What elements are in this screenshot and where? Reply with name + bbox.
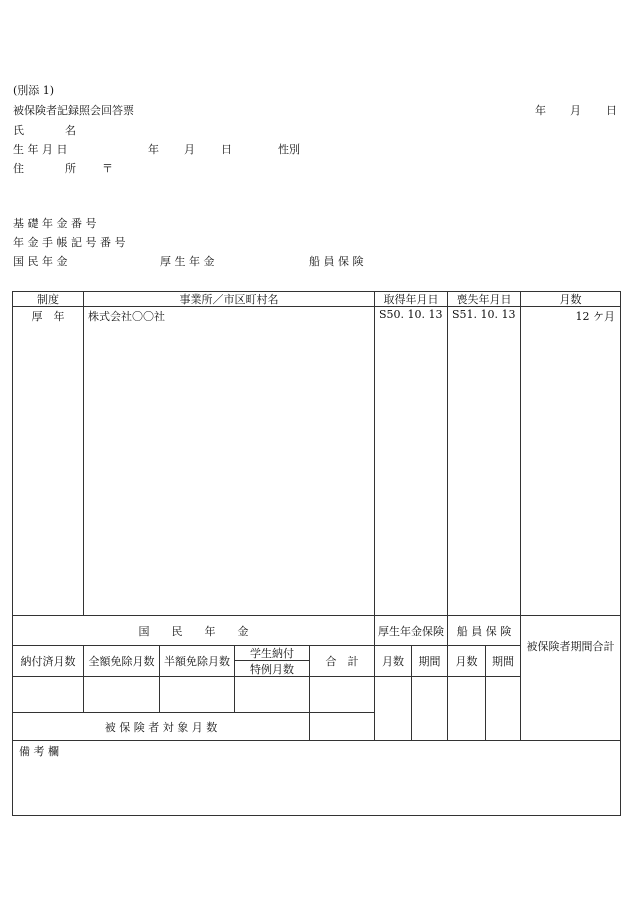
name-label-2: 名 <box>65 124 76 137</box>
half-exempt-months-header: 半額免除月数 <box>159 645 235 677</box>
birth-year: 年 <box>148 143 159 156</box>
name-label-1: 氏 <box>13 124 24 137</box>
address-label-1: 住 <box>13 162 24 175</box>
header-months: 月数 <box>520 291 621 307</box>
remarks-field: 備 考 欄 <box>12 740 621 816</box>
row-lost-date: S51. 10. 13 <box>447 306 521 616</box>
employee-period-cell <box>411 676 448 741</box>
attachment-label: (別添 1) <box>13 84 55 97</box>
date-month: 月 <box>570 104 581 117</box>
student-payment-header: 学生納付 <box>234 645 310 661</box>
special-months-header: 特例月数 <box>234 660 310 677</box>
row-acquired-date: S50. 10. 13 <box>374 306 448 616</box>
birth-label: 生 年 月 日 <box>13 143 68 156</box>
seaman-period-cell <box>485 676 521 741</box>
insured-target-months-cell <box>309 712 375 741</box>
row-months: 12 ケ月 <box>520 306 621 616</box>
date-year: 年 <box>535 104 546 117</box>
employee-pension-label: 厚 生 年 金 <box>160 255 215 268</box>
full-exempt-months-cell <box>83 676 160 713</box>
student-special-months-cell <box>234 676 310 713</box>
summary-seaman-insurance: 船 員 保 険 <box>447 615 521 646</box>
basic-pension-number-label: 基 礎 年 金 番 号 <box>13 217 97 230</box>
sex-label: 性別 <box>278 143 300 156</box>
birth-day: 日 <box>221 143 232 156</box>
header-system: 制度 <box>12 291 84 307</box>
employee-months-cell <box>374 676 412 741</box>
header-acquired-date: 取得年月日 <box>374 291 448 307</box>
summary-employee-pension: 厚生年金保険 <box>374 615 448 646</box>
address-label-2: 所 <box>65 162 76 175</box>
employee-period-header: 期間 <box>411 645 448 677</box>
employee-months-header: 月数 <box>374 645 412 677</box>
paid-months-cell <box>12 676 84 713</box>
total-header: 合 計 <box>309 645 375 677</box>
full-exempt-months-header: 全額免除月数 <box>83 645 160 677</box>
national-pension-label: 国 民 年 金 <box>13 255 68 268</box>
insured-target-months-label: 被 保 険 者 対 象 月 数 <box>12 712 310 741</box>
seaman-months-header: 月数 <box>447 645 486 677</box>
form-title: 被保険者記録照会回答票 <box>13 104 134 117</box>
row-system: 厚 年 <box>12 306 84 616</box>
seaman-months-cell <box>447 676 486 741</box>
postal-mark: 〒 <box>102 162 113 175</box>
total-cell <box>309 676 375 713</box>
seaman-period-header: 期間 <box>485 645 521 677</box>
date-day: 日 <box>606 104 617 117</box>
header-office: 事業所／市区町村名 <box>83 291 375 307</box>
row-office: 株式会社〇〇社 <box>83 306 375 616</box>
birth-month: 月 <box>184 143 195 156</box>
summary-national-pension: 国 民 年 金 <box>12 615 375 646</box>
seaman-insurance-label: 船 員 保 険 <box>309 255 364 268</box>
paid-months-header: 納付済月数 <box>12 645 84 677</box>
header-lost-date: 喪失年月日 <box>447 291 521 307</box>
half-exempt-months-cell <box>159 676 235 713</box>
summary-insured-period-total: 被保険者期間合計 <box>520 615 621 741</box>
pension-book-number-label: 年 金 手 帳 記 号 番 号 <box>13 236 126 249</box>
